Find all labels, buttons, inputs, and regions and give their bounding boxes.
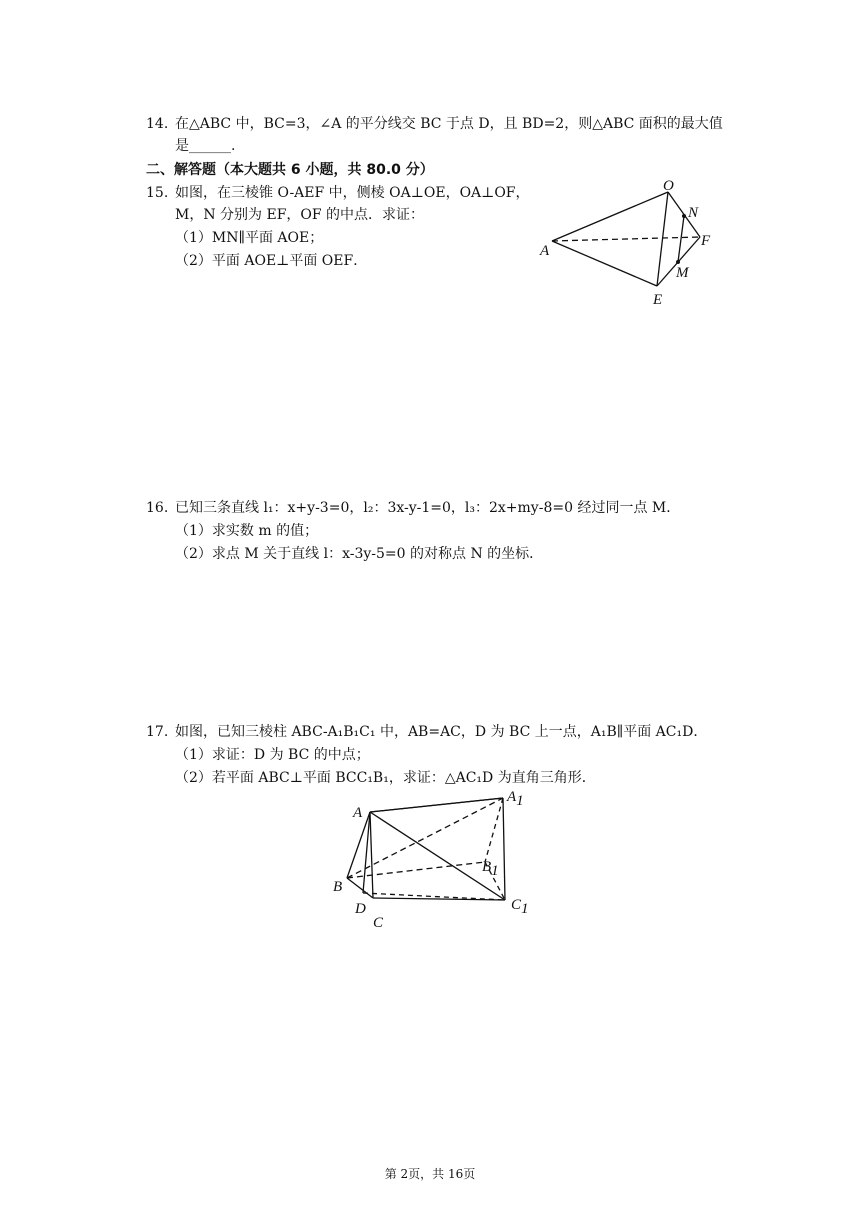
label-A: A bbox=[353, 805, 363, 821]
label-O: O bbox=[663, 178, 674, 194]
q15-text-line1: 如图，在三棱锥 O-AEF 中，侧棱 OA⊥OE，OA⊥OF， bbox=[175, 185, 530, 201]
q17-text-line1: 如图，已知三棱柱 ABC-A₁B₁C₁ 中，AB=AC，D 为 BC 上一点，A₁B∥平面 AC₁D． bbox=[175, 724, 708, 740]
label-A1: A1 bbox=[507, 789, 524, 809]
label-B: B bbox=[333, 879, 343, 895]
q17-part2: （2）若平面 ABC⊥平面 BCC₁B₁，求证：△AC₁D 为直角三角形． bbox=[175, 770, 596, 786]
label-C: C bbox=[373, 915, 384, 931]
label-E: E bbox=[653, 292, 663, 308]
label-M: M bbox=[676, 265, 689, 281]
label-B1: B1 bbox=[482, 859, 499, 879]
label-F: F bbox=[701, 233, 711, 249]
q17-number: 17. bbox=[146, 724, 169, 740]
label-N: N bbox=[688, 205, 699, 221]
q16-part1: （1）求实数 m 的值； bbox=[175, 523, 319, 539]
q17-prism-figure bbox=[325, 785, 545, 935]
q15-part1: （1）MN∥平面 AOE； bbox=[175, 230, 324, 246]
q16-part2: （2）求点 M 关于直线 l：x-3y-5=0 的对称点 N 的坐标． bbox=[175, 546, 544, 562]
q15-pyramid-figure bbox=[535, 178, 725, 313]
q16-number: 16. bbox=[146, 500, 169, 516]
label-D: D bbox=[355, 901, 366, 917]
q14-number: 14. bbox=[146, 116, 169, 132]
label-A: A bbox=[540, 243, 550, 259]
q17-part1: （1）求证：D 为 BC 的中点； bbox=[175, 747, 370, 763]
q15-text-line2: M，N 分别为 EF，OF 的中点．求证： bbox=[175, 207, 425, 223]
label-C1: C1 bbox=[511, 897, 529, 917]
section-header: 二、解答题（本大题共 6 小题，共 80.0 分） bbox=[146, 162, 434, 178]
page-footer: 第 2页，共 16页 bbox=[384, 1167, 476, 1181]
q15-number: 15. bbox=[146, 185, 169, 201]
q15-part2: （2）平面 AOE⊥平面 OEF． bbox=[175, 253, 368, 269]
q14-text-line1: 在△ABC 中，BC=3，∠A 的平分线交 BC 于点 D，且 BD=2，则△ABC 面积的最大值 bbox=[175, 116, 723, 132]
q16-text-line1: 已知三条直线 l₁：x+y-3=0，l₂：3x-y-1=0，l₃：2x+my-8=0 经过同一点 M． bbox=[175, 500, 681, 516]
q14-text-line2: 是______. bbox=[175, 138, 236, 154]
